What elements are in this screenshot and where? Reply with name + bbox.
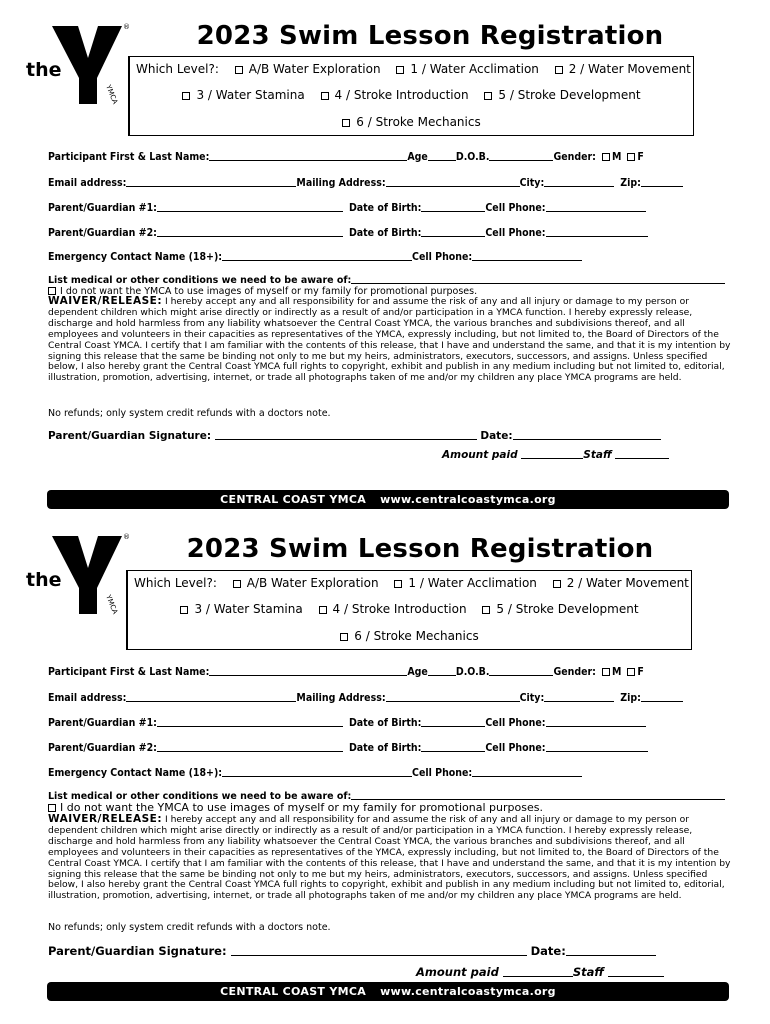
footer-url[interactable]: www.centralcoastymca.org — [380, 985, 556, 998]
gender-f-checkbox[interactable] — [627, 153, 635, 161]
checkbox-icon[interactable] — [321, 92, 329, 100]
participant-line — [48, 665, 644, 678]
zip-input[interactable] — [641, 176, 683, 187]
participant-label: Participant First & Last Name: — [48, 666, 210, 678]
mailing-label: Mailing Address: — [296, 177, 386, 189]
emergency-input[interactable] — [222, 766, 412, 777]
guardian2-input[interactable] — [157, 741, 343, 752]
no-refunds-note: No refunds; only system credit refunds with a doctors note. — [48, 408, 331, 419]
level-option-6[interactable] — [340, 629, 478, 643]
checkbox-icon[interactable] — [182, 92, 190, 100]
logo-registered-mark: ® — [123, 23, 130, 31]
guardian1-cell-label: Cell Phone: — [485, 202, 546, 214]
age-input[interactable] — [428, 665, 456, 676]
guardian2-cell-input[interactable] — [546, 226, 648, 237]
photo-optout-checkbox[interactable] — [48, 804, 56, 812]
level-option-4[interactable] — [321, 88, 469, 102]
waiver-paragraph — [48, 296, 734, 384]
level-option-1[interactable] — [396, 62, 538, 76]
medical-input[interactable] — [351, 274, 725, 284]
guardian2-dob-label: Date of Birth: — [348, 742, 422, 754]
zip-label: Zip: — [620, 692, 641, 704]
level-row-2 — [130, 88, 693, 102]
guardian1-dob-input[interactable] — [421, 716, 485, 727]
checkbox-icon[interactable] — [555, 66, 563, 74]
level-option-3[interactable] — [182, 88, 304, 102]
level-option-6[interactable] — [342, 115, 480, 129]
checkbox-icon[interactable] — [396, 66, 404, 74]
level-option-5[interactable] — [484, 88, 640, 102]
gender-f-label: F — [637, 666, 644, 678]
emergency-cell-input[interactable] — [472, 766, 582, 777]
emergency-label: Emergency Contact Name (18+): — [48, 767, 223, 779]
checkbox-icon[interactable] — [482, 606, 490, 614]
age-input[interactable] — [428, 150, 456, 161]
footer-org: CENTRAL COAST YMCA — [220, 985, 367, 998]
date-label: Date: — [530, 944, 566, 958]
signature-input[interactable] — [231, 945, 527, 956]
level-option-3[interactable] — [180, 602, 302, 616]
waiver-heading: WAIVER/RELEASE: — [48, 813, 163, 825]
footer-org: CENTRAL COAST YMCA — [220, 493, 367, 506]
email-input[interactable] — [126, 176, 296, 187]
gender-m-checkbox[interactable] — [602, 153, 610, 161]
medical-input[interactable] — [351, 790, 725, 800]
level-label: 6 / Stroke Mechanics — [354, 629, 479, 643]
level-option-2[interactable] — [555, 62, 691, 76]
ymca-logo — [22, 20, 132, 106]
level-label: 1 / Water Acclimation — [408, 576, 537, 590]
checkbox-icon[interactable] — [180, 606, 188, 614]
amount-label: Amount paid — [442, 449, 518, 461]
amount-line — [442, 448, 669, 461]
guardian1-line — [48, 201, 646, 214]
staff-label: Staff — [583, 449, 612, 461]
logo-registered-mark: ® — [123, 533, 130, 541]
gender-label: Gender: — [553, 666, 596, 678]
checkbox-icon[interactable] — [233, 580, 241, 588]
dob-label: D.O.B. — [455, 151, 490, 163]
city-input[interactable] — [544, 176, 614, 187]
level-label: 1 / Water Acclimation — [410, 62, 539, 76]
level-box — [126, 570, 692, 650]
city-label: City: — [519, 177, 545, 189]
guardian2-cell-input[interactable] — [546, 741, 648, 752]
level-prompt: Which Level?: — [134, 576, 217, 590]
level-box — [128, 56, 694, 136]
emergency-cell-label: Cell Phone: — [412, 251, 473, 263]
email-label: Email address: — [48, 177, 127, 189]
level-option-2[interactable] — [553, 576, 689, 590]
emergency-line — [48, 766, 582, 779]
level-option-1[interactable] — [394, 576, 536, 590]
email-line — [48, 691, 683, 704]
city-label: City: — [519, 692, 545, 704]
guardian2-label: Parent/Guardian #2: — [48, 227, 157, 239]
waiver-heading: WAIVER/RELEASE: — [48, 295, 163, 307]
checkbox-icon[interactable] — [342, 119, 350, 127]
guardian1-line — [48, 716, 646, 729]
logo-word: the — [26, 59, 62, 81]
age-label: Age — [407, 151, 428, 163]
emergency-label: Emergency Contact Name (18+): — [48, 251, 223, 263]
level-label: 4 / Stroke Introduction — [334, 88, 469, 102]
signature-label: Parent/Guardian Signature: — [48, 944, 227, 958]
form-title: 2023 Swim Lesson Registration — [186, 534, 654, 564]
amount-label: Amount paid — [416, 965, 499, 979]
gender-label: Gender: — [553, 151, 596, 163]
gender-f-checkbox[interactable] — [627, 668, 635, 676]
signature-line — [48, 944, 656, 958]
staff-input[interactable] — [615, 448, 669, 459]
signature-line — [48, 429, 661, 442]
date-input[interactable] — [566, 945, 656, 956]
guardian1-input[interactable] — [157, 201, 343, 212]
checkbox-icon[interactable] — [394, 580, 402, 588]
guardian1-dob-input[interactable] — [421, 201, 485, 212]
guardian1-dob-label: Date of Birth: — [348, 717, 422, 729]
guardian2-line — [48, 741, 648, 754]
mailing-input[interactable] — [386, 691, 520, 702]
photo-optout-label: I do not want the YMCA to use images of myself or my family for promotional purposes. — [60, 286, 478, 297]
guardian1-cell-label: Cell Phone: — [485, 717, 546, 729]
footer-bar — [47, 490, 729, 509]
level-option-ab[interactable] — [235, 62, 381, 76]
amount-line — [416, 965, 664, 979]
medical-label: List medical or other conditions we need to be aware of: — [48, 791, 352, 802]
dob-label: D.O.B. — [455, 666, 490, 678]
level-row-3 — [128, 629, 691, 643]
medical-line — [48, 274, 725, 286]
guardian1-dob-label: Date of Birth: — [348, 202, 422, 214]
waiver-text: I hereby accept any and all responsibility for and assume the risk of any and all injury or damage to my person or dependent children which might arise directly or indirectly as a result of and/or participation in a YMCA function. I hereby expressly release, discharge and hold harmless from any liability whatsoever the Central Coast YMCA, the various branches and subdivisions thereof, and all employees and volunteers in their capacities as representatives of the YMCA, expressly including, but not limited to, the Board of Directors of the Central Coast YMCA. I certify that I am familiar with the contents of this release, that I have and understand the same, and that it is my intention by signing this release that the same be binding not only to me but my heirs, administrators, executors, successors, and assigns. Unless specified below, I also hereby grant the Central Coast YMCA full rights to copyright, exhibit and publish in any medium including but not limited to, editorial, illustration, promotion, advertising, internet, or trade all photographs taken of me and/or my children any place YMCA programs are held. — [48, 296, 731, 384]
level-label: A/B Water Exploration — [248, 62, 381, 76]
mailing-label: Mailing Address: — [296, 692, 386, 704]
gender-f-label: F — [637, 151, 644, 163]
ymca-logo — [22, 530, 132, 616]
zip-label: Zip: — [620, 177, 641, 189]
participant-input[interactable] — [209, 665, 407, 676]
emergency-input[interactable] — [222, 250, 412, 261]
checkbox-icon[interactable] — [553, 580, 561, 588]
guardian2-label: Parent/Guardian #2: — [48, 742, 157, 754]
waiver-text: I hereby accept any and all responsibility for and assume the risk of any and all injury or damage to my person or dependent children which might arise directly or indirectly as a result of and/or participation in a YMCA function. I hereby expressly release, discharge and hold harmless from any liability whatsoever the Central Coast YMCA, the various branches and subdivisions thereof, and all employees and volunteers in their capacities as representatives of the YMCA, expressly including, but not limited to, the Board of Directors of the Central Coast YMCA. I certify that I am familiar with the contents of this release, that I have and understand the same, and that it is my intention by signing this release that the same be binding not only to me but my heirs, administrators, executors, successors, and assigns. Unless specified below, I also hereby grant the Central Coast YMCA full rights to copyright, exhibit and publish in any medium including but not limited to, editorial, illustration, promotion, advertising, internet, or trade all photographs taken of me and/or my children any place YMCA programs are held. — [48, 814, 731, 902]
checkbox-icon[interactable] — [235, 66, 243, 74]
checkbox-icon[interactable] — [319, 606, 327, 614]
dob-input[interactable] — [489, 665, 553, 676]
guardian2-cell-label: Cell Phone: — [485, 227, 546, 239]
level-prompt: Which Level?: — [136, 62, 219, 76]
photo-optout-label: I do not want the YMCA to use images of myself or my family for promotional purposes. — [60, 801, 543, 814]
logo-ymca: YMCA — [104, 593, 120, 616]
level-label: A/B Water Exploration — [246, 576, 379, 590]
guardian1-label: Parent/Guardian #1: — [48, 202, 157, 214]
staff-input[interactable] — [608, 966, 664, 977]
mailing-input[interactable] — [386, 176, 520, 187]
participant-input[interactable] — [209, 150, 407, 161]
form-title: 2023 Swim Lesson Registration — [196, 21, 664, 51]
photo-optout-checkbox[interactable] — [48, 287, 56, 295]
guardian2-cell-label: Cell Phone: — [485, 742, 546, 754]
level-row-3 — [130, 115, 693, 129]
gender-m-checkbox[interactable] — [602, 668, 610, 676]
footer-url[interactable]: www.centralcoastymca.org — [380, 493, 556, 506]
level-option-5[interactable] — [482, 602, 638, 616]
signature-input[interactable] — [215, 429, 477, 440]
medical-label: List medical or other conditions we need to be aware of: — [48, 275, 352, 286]
zip-input[interactable] — [641, 691, 683, 702]
guardian1-cell-input[interactable] — [546, 201, 646, 212]
guardian2-dob-input[interactable] — [421, 226, 485, 237]
guardian2-line — [48, 226, 648, 239]
guardian2-input[interactable] — [157, 226, 343, 237]
guardian2-dob-input[interactable] — [421, 741, 485, 752]
logo-word: the — [26, 569, 62, 591]
level-label: 2 / Water Movement — [566, 576, 689, 590]
signature-label: Parent/Guardian Signature: — [48, 430, 212, 442]
level-label: 2 / Water Movement — [568, 62, 691, 76]
staff-label: Staff — [572, 965, 604, 979]
email-line — [48, 176, 683, 189]
footer-bar — [47, 982, 729, 1001]
amount-input[interactable] — [521, 448, 583, 459]
gender-m-label: M — [611, 151, 622, 163]
level-option-4[interactable] — [319, 602, 467, 616]
email-input[interactable] — [126, 691, 296, 702]
participant-line — [48, 150, 644, 163]
level-label: 6 / Stroke Mechanics — [356, 115, 481, 129]
emergency-line — [48, 250, 582, 263]
emergency-cell-label: Cell Phone: — [412, 767, 473, 779]
level-label: 4 / Stroke Introduction — [332, 602, 467, 616]
email-label: Email address: — [48, 692, 127, 704]
guardian1-cell-input[interactable] — [546, 716, 646, 727]
age-label: Age — [407, 666, 428, 678]
guardian1-label: Parent/Guardian #1: — [48, 717, 157, 729]
level-option-ab[interactable] — [233, 576, 379, 590]
guardian1-input[interactable] — [157, 716, 343, 727]
date-label: Date: — [480, 430, 513, 442]
level-row-1 — [130, 62, 693, 76]
level-label: 5 / Stroke Development — [498, 88, 641, 102]
gender-m-label: M — [611, 666, 622, 678]
checkbox-icon[interactable] — [484, 92, 492, 100]
checkbox-icon[interactable] — [340, 633, 348, 641]
amount-input[interactable] — [503, 966, 573, 977]
level-label: 5 / Stroke Development — [496, 602, 639, 616]
guardian2-dob-label: Date of Birth: — [348, 227, 422, 239]
participant-label: Participant First & Last Name: — [48, 151, 210, 163]
waiver-paragraph — [48, 814, 734, 902]
date-input[interactable] — [513, 429, 661, 440]
logo-ymca: YMCA — [104, 83, 120, 106]
level-label: 3 / Water Stamina — [194, 602, 303, 616]
level-row-1 — [128, 576, 691, 590]
emergency-cell-input[interactable] — [472, 250, 582, 261]
dob-input[interactable] — [489, 150, 553, 161]
city-input[interactable] — [544, 691, 614, 702]
level-row-2 — [128, 602, 691, 616]
level-label: 3 / Water Stamina — [196, 88, 305, 102]
no-refunds-note: No refunds; only system credit refunds with a doctors note. — [48, 922, 331, 933]
